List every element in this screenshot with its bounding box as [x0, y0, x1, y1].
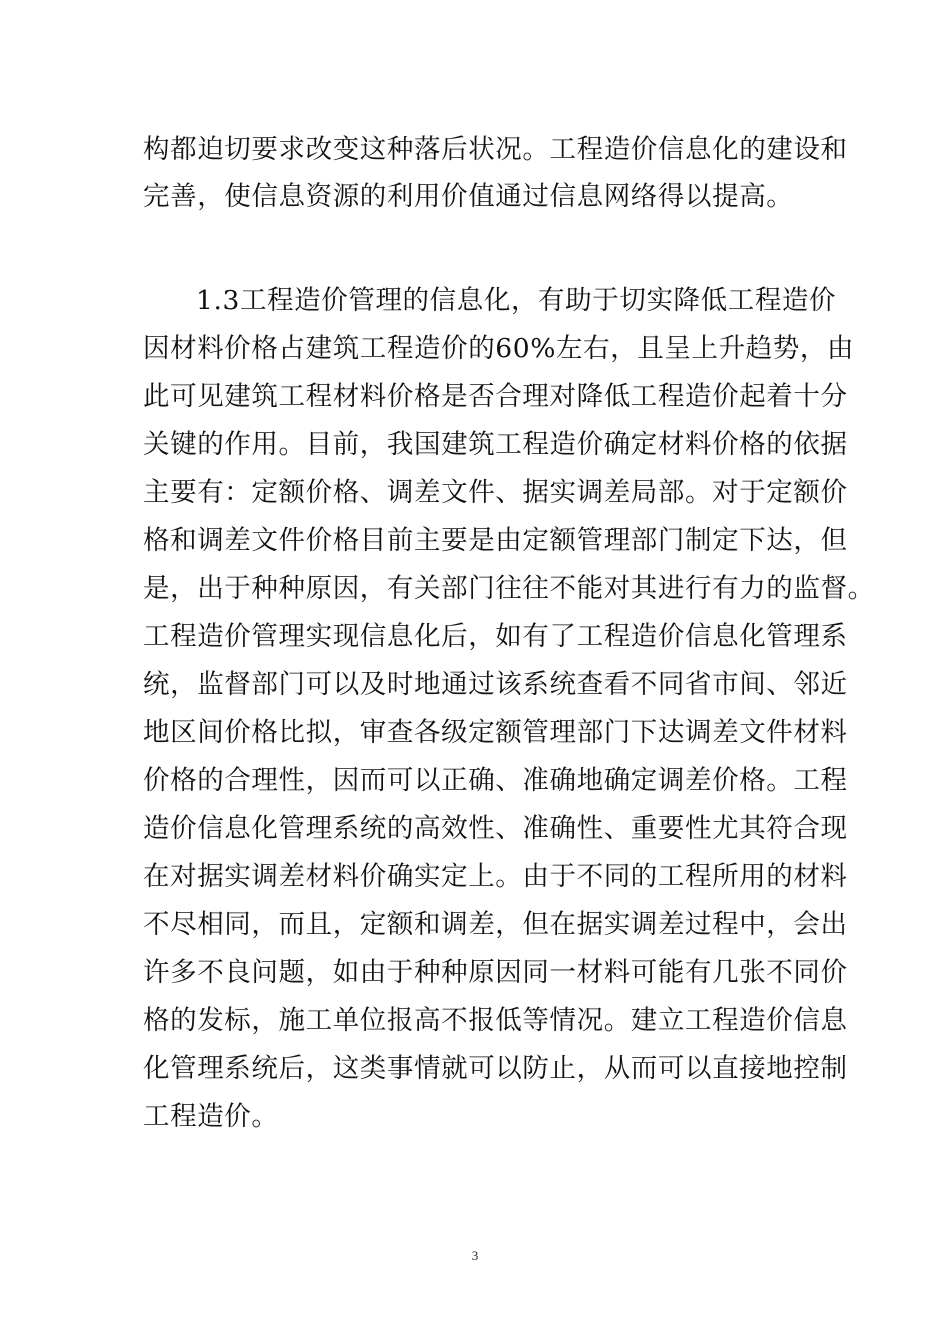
text-line: 此可见建筑工程材料价格是否合理对降低工程造价起着十分 [143, 381, 848, 412]
text-line: 地区间价格比拟，审查各级定额管理部门下达调差文件材料 [143, 717, 848, 748]
text-line: 格和调差文件价格目前主要是由定额管理部门制定下达，但 [143, 525, 848, 556]
text-line: 统，监督部门可以及时地通过该系统查看不同省市间、邻近 [143, 669, 848, 700]
text-line: 完善，使信息资源的利用价值通过信息网络得以提高。 [143, 181, 794, 212]
text-line: 许多不良问题，如由于种种原因同一材料可能有几张不同价 [143, 957, 848, 988]
text-line: 在对据实调差材料价确实定上。由于不同的工程所用的材料 [143, 861, 848, 892]
text-line: 化管理系统后，这类事情就可以防止，从而可以直接地控制 [143, 1053, 848, 1084]
text-line: 工程造价管理实现信息化后，如有了工程造价信息化管理系 [143, 621, 848, 652]
text-line: 构都迫切要求改变这种落后状况。工程造价信息化的建设和 [143, 134, 848, 165]
text-line: 是，出于种种原因，有关部门往往不能对其进行有力的监督。 [143, 573, 875, 604]
text-line: 主要有：定额价格、调差文件、据实调差局部。对于定额价 [143, 477, 848, 508]
text-line: 格的发标，施工单位报高不报低等情况。建立工程造价信息 [143, 1005, 848, 1036]
page-number: 3 [471, 1248, 479, 1263]
text-line: 因材料价格占建筑工程造价的60%左右，且呈上升趋势，由 [143, 333, 855, 364]
text-line: 造价信息化管理系统的高效性、准确性、重要性尤其符合现 [143, 813, 848, 844]
text-line: 价格的合理性，因而可以正确、准确地确定调差价格。工程 [143, 765, 848, 796]
text-line: 工程造价。 [143, 1101, 279, 1132]
text-line: 不尽相同，而且，定额和调差，但在据实调差过程中，会出 [143, 909, 848, 940]
section-heading-line: 1.3工程造价管理的信息化，有助于切实降低工程造价 [196, 285, 837, 316]
text-line: 关键的作用。目前，我国建筑工程造价确定材料价格的依据 [143, 429, 848, 460]
